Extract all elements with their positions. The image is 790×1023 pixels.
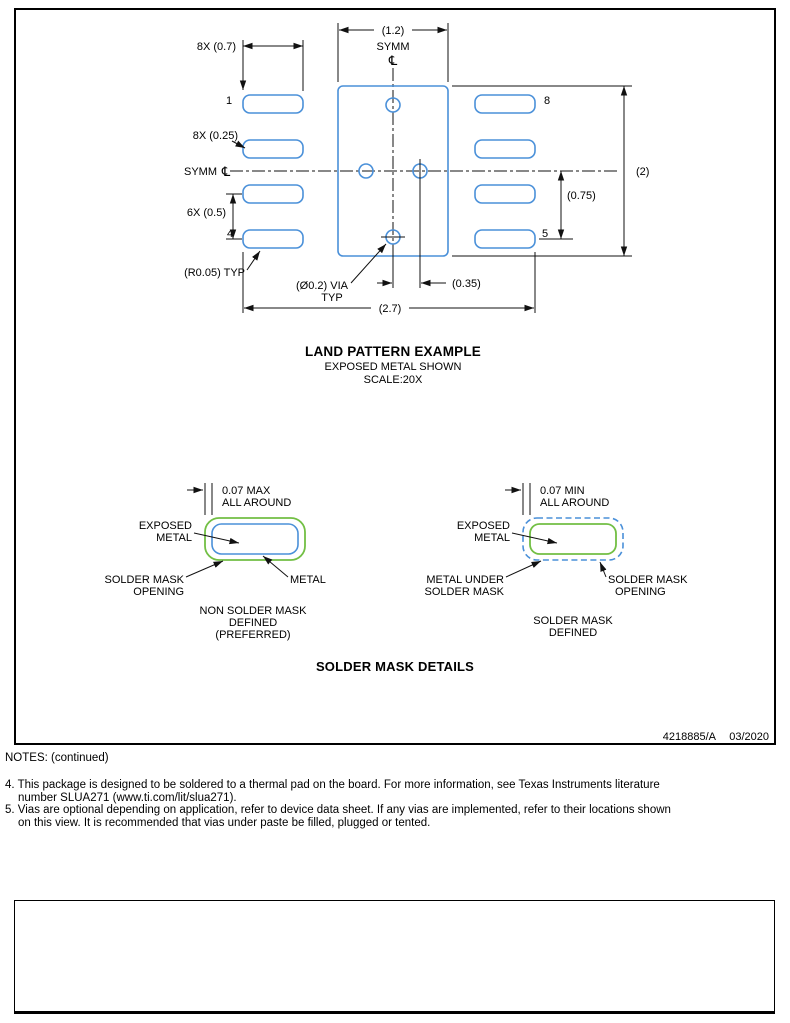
smd-exposed-label-2: METAL	[474, 532, 510, 544]
revision-date: 03/2020	[729, 731, 769, 743]
note-4-line-1: 4. This package is designed to be soldered to a thermal pad on the board. For more information, see Texas Instruments literature	[5, 779, 660, 792]
nsmd-caption-3: (PREFERRED)	[215, 629, 291, 641]
smd-exposed-metal	[530, 524, 616, 554]
smd-caption-2: DEFINED	[548, 627, 598, 639]
smd-under-label-1: METAL UNDER	[426, 574, 504, 586]
symm-left-label: SYMM	[184, 166, 217, 178]
dim-overall-width-label: (2.7)	[378, 303, 402, 315]
note-5-line-2: on this view. It is recommended that vias under paste be filled, plugged or tented.	[18, 816, 431, 829]
solder-mask-details-view	[105, 483, 689, 674]
dim-pad-height-label: 8X (0.25)	[192, 130, 238, 142]
smd-under-label-2: SOLDER MASK	[424, 586, 504, 598]
pad-pin5	[475, 230, 535, 248]
nsmd-figure	[105, 483, 326, 641]
nsmd-dim-line1: 0.07 MAX	[222, 485, 271, 497]
dim-row-offset-label: (0.75)	[567, 190, 596, 202]
note-5-line-1: 5. Vias are optional depending on application, refer to device data sheet. If any vias are implemented, refer to their locations shown	[5, 804, 671, 817]
solder-mask-details-title: SOLDER MASK DETAILS	[315, 659, 475, 674]
land-pattern-title: LAND PATTERN EXAMPLE	[305, 344, 481, 359]
smd-opening-label-2: OPENING	[615, 586, 666, 598]
dim-corner-radius	[184, 251, 260, 279]
smd-caption-1: SOLDER MASK	[533, 615, 613, 627]
dim-pad-width-label: 8X (0.7)	[196, 41, 236, 53]
symm-top-label: SYMM	[376, 41, 410, 53]
smd-opening-label-1: SOLDER MASK	[608, 574, 688, 586]
smd-dim-line2: ALL AROUND	[540, 497, 610, 509]
land-pattern-scale: SCALE:20X	[363, 374, 423, 386]
dim-extension-lines	[205, 483, 212, 515]
pad-pin4	[243, 230, 303, 248]
dim-thermal-width-label: (1.2)	[381, 25, 405, 37]
centerline-symbol-top: ℄	[388, 53, 398, 68]
via-callout	[296, 244, 386, 304]
dim-via-offset-label: (0.35)	[452, 278, 481, 290]
doc-number: 4218885/A	[662, 731, 716, 743]
nsmd-caption-2: DEFINED	[228, 617, 278, 629]
pad-pin8	[475, 95, 535, 113]
dim-corner-radius-label: (R0.05) TYP	[184, 267, 245, 279]
dim-overall-height-label: (2)	[636, 166, 650, 178]
land-pattern-subtitle: EXPOSED METAL SHOWN	[324, 361, 462, 373]
nsmd-exposed-label-2: METAL	[156, 532, 192, 544]
via-callout-line1: (Ø0.2) VIA	[296, 280, 348, 292]
dim-pitch-label: 6X (0.5)	[186, 207, 226, 219]
smd-exposed-label-1: EXPOSED	[456, 520, 510, 532]
nsmd-metal-label: METAL	[290, 574, 326, 586]
notes-heading: NOTES: (continued)	[5, 752, 109, 764]
pad-pin7	[475, 140, 535, 158]
dim-pad-width	[197, 40, 303, 91]
nsmd-opening-label-2: OPENING	[133, 586, 184, 598]
dim-pitch	[187, 194, 242, 239]
next-page-frame	[14, 900, 775, 1014]
pad-pin2	[243, 140, 303, 158]
smd-figure	[425, 483, 689, 639]
pad-pin3	[243, 185, 303, 203]
nsmd-dim-line2: ALL AROUND	[222, 497, 292, 509]
pad-pin1	[243, 95, 303, 113]
nsmd-exposed-label-1: EXPOSED	[138, 520, 192, 532]
note-4-line-2: number SLUA271 (www.ti.com/lit/slua271).	[18, 791, 237, 804]
pin-number-4: 4	[226, 228, 234, 240]
nsmd-caption-1: NON SOLDER MASK	[199, 605, 307, 617]
via-callout-line2: TYP	[321, 292, 343, 304]
nsmd-metal-pad	[212, 524, 298, 554]
centerline-symbol-left: ℄	[221, 164, 231, 179]
pin-number-1: 1	[225, 95, 233, 107]
dim-extension-lines	[523, 483, 530, 515]
dim-extension-lines	[393, 180, 420, 288]
dim-pad-height	[193, 130, 245, 148]
land-pattern-view	[184, 23, 649, 386]
notes-section	[5, 752, 775, 829]
pad-pin6	[475, 185, 535, 203]
smd-dim-line1: 0.07 MIN	[540, 485, 585, 497]
pin-number-8: 8	[543, 95, 551, 107]
title-block	[663, 731, 769, 743]
nsmd-opening-label-1: SOLDER MASK	[104, 574, 184, 586]
pin-number-5: 5	[541, 228, 549, 240]
